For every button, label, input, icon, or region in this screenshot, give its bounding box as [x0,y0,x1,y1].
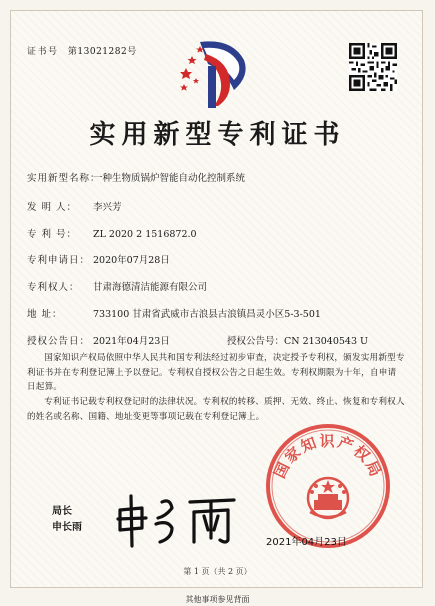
patent-number-label: 专 利 号： [27,229,78,240]
grant-number-value: CN 213040543 U [284,336,369,347]
certificate-title: 实用新型专利证书 [89,120,346,150]
filing-date-value: 2020年07月28日 [93,255,170,266]
director-name: 申长雨 [52,522,82,533]
grant-date-value: 2021年04月23日 [93,336,170,347]
certificate-number-label: 证书号 [27,47,59,57]
page-number: 第 1 页（共 2 页） [183,567,252,576]
seal-date: 2021年04月23日 [266,537,347,548]
grant-date-label: 授权公告日： [27,336,91,347]
body-paragraph-1: 国家知识产权局依照中华人民共和国专利法经过初步审查，决定授予专利权，颁发实用新型专利证书并在专利登记簿上予以登记。专利权自授权公告之日起生效。专利权期限为十年，自申请日起算。 [27,353,405,392]
qr-code-icon [349,43,397,91]
address-row [27,306,321,320]
grant-number-label: 授权公告号： [227,336,285,347]
address-value: 733100 甘肃省武威市古浪县古浪镇昌灵小区5-3-501 [93,309,321,320]
director-title: 局长 [52,506,72,517]
patentee-row [27,279,207,293]
utility-model-name-label: 实用新型名称： [27,173,101,184]
grant-number [227,333,368,347]
director-block [52,504,82,536]
cnipa-logo-icon [170,32,260,112]
patentee-label: 专利权人： [27,282,80,293]
inventor-value: 李兴芳 [93,202,122,213]
patent-number-value: ZL 2020 2 1516872.0 [93,229,197,240]
patentee-value: 甘肃海德清洁能源有限公司 [93,282,208,293]
svg-text:国家知识产权局: 国家知识产权局 [270,432,386,482]
patent-number-row [27,226,197,240]
filing-date-row [27,252,170,266]
certificate-number-value: 第13021282号 [67,47,137,57]
certificate-number [27,44,137,57]
filing-date-label: 专利申请日： [27,255,91,266]
footer-note: 其他事项参见背面 [185,595,250,604]
address-label: 地 址： [27,309,63,320]
body-paragraph-2: 专利证书记载专利权登记时的法律状况。专利权的转移、质押、无效、终止、恢复和专利权人的姓名或名称、国籍、地址变更等事项记载在专利登记簿上。 [27,397,405,422]
utility-model-name-value: 一种生物质锅炉智能自动化控制系统 [93,173,246,184]
utility-model-name-row [27,170,245,184]
inventor-label: 发 明 人： [27,202,78,213]
inventor-row [27,199,122,213]
handwritten-signature [112,488,242,550]
grant-row [27,333,369,347]
